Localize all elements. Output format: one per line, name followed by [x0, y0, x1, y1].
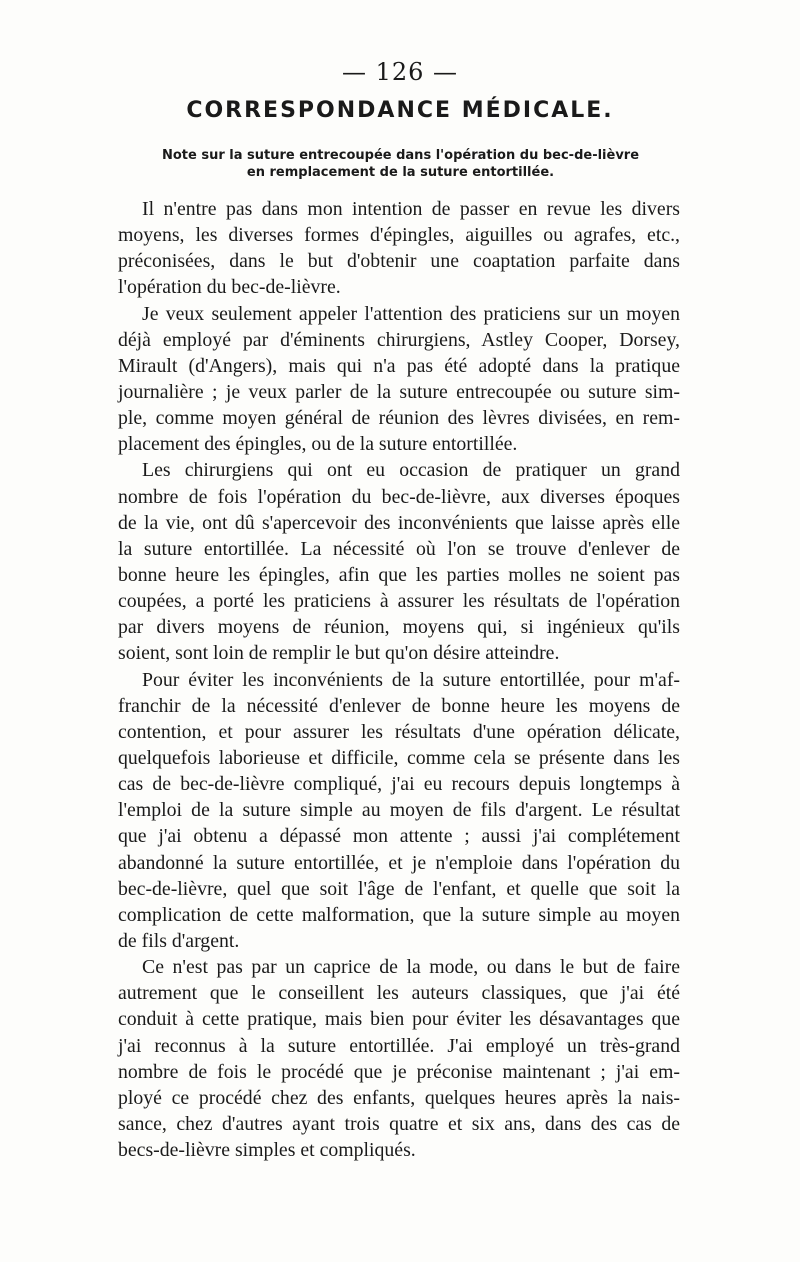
text-line: placement des épingles, ou de la suture entortillée. [118, 433, 518, 456]
text-line: Pour éviter les inconvénients de la suture entortillée, pour m'af- [142, 668, 680, 691]
paragraph [118, 457, 680, 666]
text-line: la suture entortillée. La nécessité où l'on se trouve d'enlever de [118, 537, 680, 560]
text-line: becs-de-lièvre simples et compliqués. [118, 1139, 416, 1162]
text-line: ple, comme moyen général de réunion des lèvres divisées, en rem- [118, 407, 680, 430]
text-line: de la vie, ont dû s'apercevoir des inconvénients que laisse après elle [118, 511, 680, 534]
text-line: Mirault (d'Angers), mais qui n'a pas été adopté dans la pratique [118, 354, 680, 377]
text-line: Ce n'est pas par un caprice de la mode, ou dans le but de faire [142, 956, 680, 979]
text-line: Il n'entre pas dans mon intention de passer en revue les divers [142, 198, 680, 220]
text-line: bec-de-lièvre, quel que soit l'âge de l'enfant, et quelle que soit la [118, 877, 680, 900]
text-line: l'opération du bec-de-lièvre. [118, 276, 341, 299]
article-body [118, 196, 680, 1163]
text-line: quelquefois laborieuse et difficile, comme cela se présente dans les [118, 746, 680, 769]
article-title-line: Note sur la suture entrecoupée dans l'opération du bec-de-lièvre [161, 148, 640, 163]
text-line: coupées, a porté les praticiens à assurer les résultats de l'opération [118, 590, 680, 613]
text-line: nombre de fois l'opération du bec-de-lièvre, aux diverses époques [118, 485, 680, 508]
text-line: j'ai reconnus à la suture entortillée. J'ai employé un très-grand [118, 1034, 680, 1057]
paragraph [118, 667, 680, 955]
text-line: de fils d'argent. [118, 929, 240, 952]
text-line: Les chirurgiens qui ont eu occasion de pratiquer un grand [142, 459, 680, 482]
text-line: l'emploi de la suture simple au moyen de fils d'argent. Le résultat [118, 799, 680, 822]
paragraph [118, 196, 680, 301]
page-number: — 126 — [341, 58, 459, 86]
text-line: que j'ai obtenu a dépassé mon attente ; aussi j'ai complétement [118, 825, 680, 848]
paragraph [118, 954, 680, 1163]
text-line: franchir de la nécessité d'enlever de bonne heure les moyens de [118, 694, 680, 717]
text-line: bonne heure les épingles, afin que les parties molles ne soient pas [118, 563, 680, 586]
text-line: cas de bec-de-lièvre compliqué, j'ai eu recours depuis longtemps à [118, 773, 680, 796]
text-line: Je veux seulement appeler l'attention des praticiens sur un moyen [142, 302, 680, 325]
article-title-line: en remplacement de la suture entortillée. [246, 165, 555, 180]
section-heading: CORRESPONDANCE MÉDICALE. [186, 98, 614, 123]
text-line: préconisées, dans le but d'obtenir une coaptation parfaite dans [118, 250, 680, 273]
text-line: journalière ; je veux parler de la suture entrecoupée ou suture sim- [118, 380, 680, 403]
text-line: autrement que le conseillent les auteurs classiques, que j'ai été [118, 982, 680, 1005]
paragraph [118, 301, 680, 458]
text-line: sance, chez d'autres ayant trois quatre et six ans, dans des cas de [118, 1112, 680, 1135]
text-line: conduit à cette pratique, mais bien pour éviter les désavantages que [118, 1008, 680, 1031]
text-line: soient, sont loin de remplir le but qu'on désire atteindre. [118, 642, 560, 665]
text-line: nombre de fois le procédé que je préconise maintenant ; j'ai em- [118, 1060, 680, 1083]
text-line: moyens, les diverses formes d'épingles, aiguilles ou agrafes, etc., [118, 224, 680, 247]
text-line: ployé ce procédé chez des enfants, quelques heures après la nais- [118, 1086, 680, 1109]
text-line: déjà employé par d'éminents chirurgiens, Astley Cooper, Dorsey, [118, 328, 680, 351]
text-line: complication de cette malformation, que la suture simple au moyen [118, 903, 680, 926]
article-title [118, 147, 683, 181]
text-line: abandonné la suture entortillée, et je n'emploie dans l'opération du [118, 851, 680, 874]
text-line: contention, et pour assurer les résultats d'une opération délicate, [118, 720, 680, 743]
text-line: par divers moyens de réunion, moyens qui, si ingénieux qu'ils [118, 616, 680, 639]
